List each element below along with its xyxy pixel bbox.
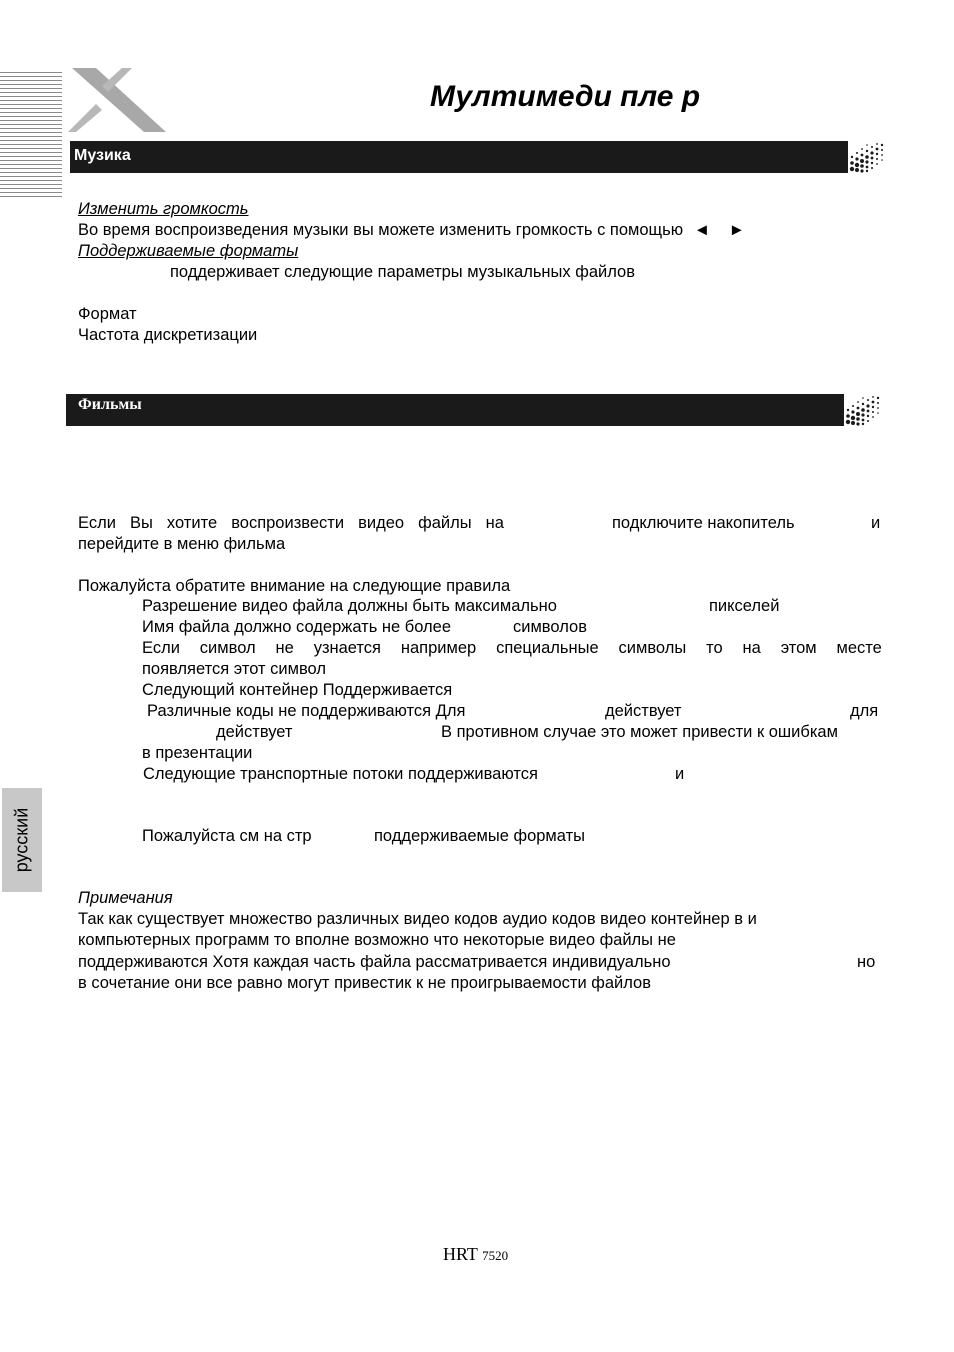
word: видео xyxy=(358,514,405,532)
word: например xyxy=(400,639,477,657)
rule-resolution: Разрешение видео файла должны быть максимально xyxy=(142,597,557,615)
word: на xyxy=(742,639,761,657)
rule-transport-a: Следующие транспортные потоки поддерживаются xyxy=(143,765,538,783)
notes-heading: Примечания xyxy=(78,889,173,907)
word: Вы xyxy=(129,514,153,532)
word: на xyxy=(485,514,504,532)
rule-codecs-a: Различные коды не поддерживаются Для xyxy=(147,702,466,720)
rule-codecs-b: действует xyxy=(605,702,682,720)
formats-text: поддерживает следующие параметры музыкальных файлов xyxy=(170,263,635,281)
word: воспроизвести xyxy=(231,514,345,532)
rule-filename-unit: символов xyxy=(513,618,587,636)
films-intro-line1-c: и xyxy=(871,514,881,532)
word: то xyxy=(706,639,723,657)
films-intro-line1-b: подключите накопитель xyxy=(612,514,795,532)
side-stripes-decoration xyxy=(0,72,62,200)
notes-line1: Так как существует множество различных видео кодов аудио кодов видео контейнер в и xyxy=(78,910,757,928)
rule-codecs-e: В противном случае это может привести к ошибкам xyxy=(441,723,838,741)
notes-line4: в сочетание они все равно могут привестик к не проигрываемости файлов xyxy=(78,974,651,992)
rules-intro: Пожалуйста обратите внимание на следующие правила xyxy=(78,577,511,595)
notes-line3-a: поддерживаются Хотя каждая часть файла рассматривается индивидуально xyxy=(78,953,671,971)
word: узнается xyxy=(313,639,381,657)
films-intro-line2: перейдите в меню фильма xyxy=(78,535,286,553)
word: специальные xyxy=(496,639,599,657)
model-name: HRT xyxy=(443,1244,478,1264)
language-side-tab xyxy=(2,788,42,892)
films-intro-line1-a xyxy=(78,514,504,533)
rule-symbol-line2: появляется этот символ xyxy=(142,660,326,678)
word: Если xyxy=(142,639,180,657)
arrow-right-icon: ► xyxy=(728,221,745,239)
rule-resolution-unit: пикселей xyxy=(709,597,780,615)
rule-codecs-f: в презентации xyxy=(142,744,253,762)
section-heading-music: Музика xyxy=(74,147,131,164)
rule-symbol-line1 xyxy=(142,639,882,658)
model-number: 7520 xyxy=(482,1248,509,1263)
rule-filename: Имя файла должно содержать не более xyxy=(142,618,451,636)
word: файлы xyxy=(418,514,472,532)
word: месте xyxy=(836,639,882,657)
rule-codecs-c: для xyxy=(850,702,879,720)
page-title: Мултимеди пле р xyxy=(430,80,701,113)
footer-model xyxy=(443,1244,508,1265)
section-bar-music xyxy=(70,141,888,173)
arrow-left-icon: ◄ xyxy=(693,221,711,239)
param-format-label: Формат xyxy=(78,305,137,323)
see-page-a: Пожалуйста см на стр xyxy=(142,827,312,845)
rule-codecs-d: действует xyxy=(216,723,293,741)
word: символ xyxy=(199,639,256,657)
volume-text xyxy=(78,221,745,240)
rule-container: Следующий контейнер Поддерживается xyxy=(142,681,453,699)
section-bar-films xyxy=(66,394,884,426)
param-rate-label: Частота дискретизации xyxy=(78,326,258,344)
word: символы xyxy=(618,639,687,657)
word: хотите xyxy=(166,514,218,532)
section-heading-films: Фильмы xyxy=(78,396,142,413)
word: не xyxy=(275,639,294,657)
word: Если xyxy=(78,514,116,532)
rule-transport-b: и xyxy=(675,765,685,783)
notes-line3-b: но xyxy=(857,953,876,971)
notes-line2: компьютерных программ то вполне возможно что некоторые видео файлы не xyxy=(78,931,676,949)
halftone-dots-decoration xyxy=(844,394,884,426)
volume-subheading: Изменить громкость xyxy=(78,200,249,218)
volume-description: Во время воспроизведения музыки вы можете изменить громкость с помощью xyxy=(78,221,684,239)
word: этом xyxy=(780,639,817,657)
halftone-dots-decoration xyxy=(848,141,888,173)
formats-subheading: Поддерживаемые форматы xyxy=(78,242,299,260)
see-page-b: поддерживаемые форматы xyxy=(374,827,586,845)
brand-x-logo xyxy=(66,66,170,141)
language-label: русский xyxy=(11,807,32,873)
